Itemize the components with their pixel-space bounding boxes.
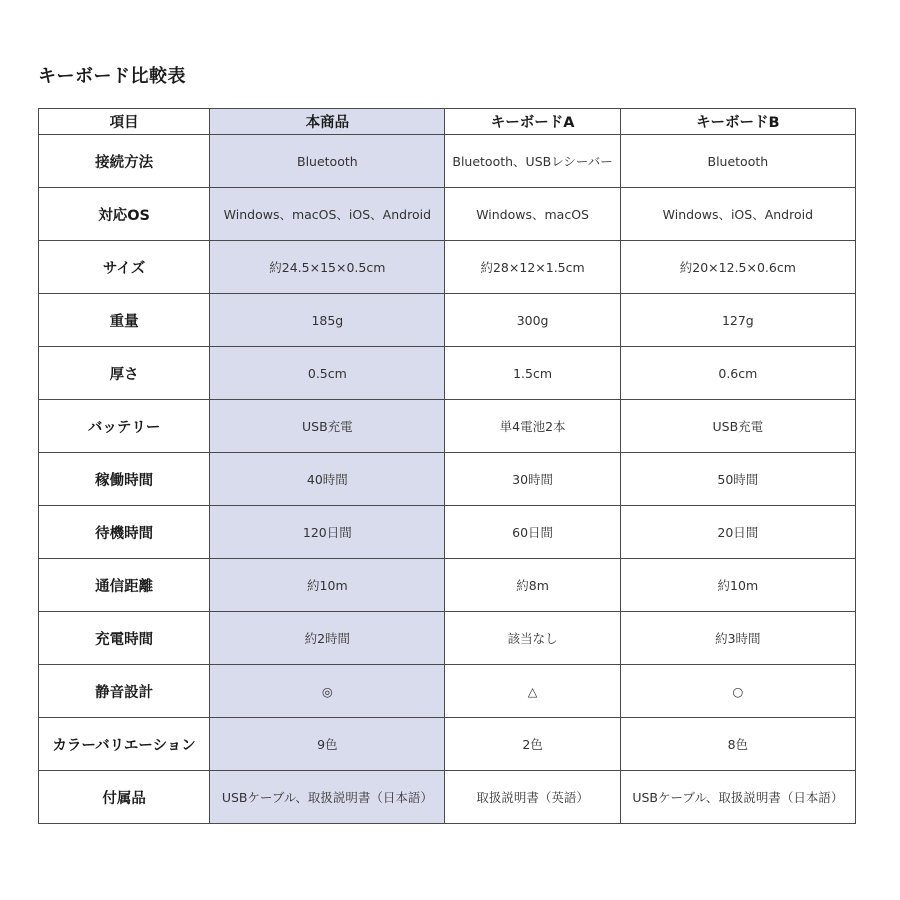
cell-keyboard-a: Bluetooth、USBレシーバー	[445, 135, 620, 188]
cell-this-product: USB充電	[210, 400, 445, 453]
cell-this-product: Windows、macOS、iOS、Android	[210, 188, 445, 241]
row-label: 待機時間	[39, 506, 210, 559]
table-row	[39, 294, 856, 347]
cell-keyboard-a: Windows、macOS	[445, 188, 620, 241]
cell-keyboard-b: 0.6cm	[620, 347, 855, 400]
cell-keyboard-a: 取扱説明書（英語）	[445, 771, 620, 824]
cell-keyboard-a: 該当なし	[445, 612, 620, 665]
row-label: 付属品	[39, 771, 210, 824]
table-header-row	[39, 109, 856, 135]
row-label: バッテリー	[39, 400, 210, 453]
cell-this-product: 40時間	[210, 453, 445, 506]
row-label: 充電時間	[39, 612, 210, 665]
row-label: 通信距離	[39, 559, 210, 612]
comparison-table	[38, 108, 856, 824]
cell-keyboard-a: 単4電池2本	[445, 400, 620, 453]
table-row	[39, 559, 856, 612]
cell-keyboard-b: 8色	[620, 718, 855, 771]
cell-keyboard-b: Windows、iOS、Android	[620, 188, 855, 241]
cell-this-product: 185g	[210, 294, 445, 347]
row-label: サイズ	[39, 241, 210, 294]
cell-keyboard-b: 127g	[620, 294, 855, 347]
table-row	[39, 506, 856, 559]
table-row	[39, 612, 856, 665]
table-row	[39, 347, 856, 400]
header-keyboard-a: キーボードA	[445, 109, 620, 135]
cell-keyboard-a: 約8m	[445, 559, 620, 612]
row-label: 重量	[39, 294, 210, 347]
table-row	[39, 718, 856, 771]
cell-this-product: 120日間	[210, 506, 445, 559]
cell-keyboard-a: 1.5cm	[445, 347, 620, 400]
row-label: 静音設計	[39, 665, 210, 718]
table-row	[39, 771, 856, 824]
page-title: キーボード比較表	[38, 66, 186, 87]
cell-this-product: USBケーブル、取扱説明書（日本語）	[210, 771, 445, 824]
row-label: 稼働時間	[39, 453, 210, 506]
cell-this-product: ◎	[210, 665, 445, 718]
table-row	[39, 188, 856, 241]
table-row	[39, 241, 856, 294]
cell-keyboard-b: USBケーブル、取扱説明書（日本語）	[620, 771, 855, 824]
row-label: 対応OS	[39, 188, 210, 241]
cell-keyboard-a: 300g	[445, 294, 620, 347]
cell-keyboard-b: 約10m	[620, 559, 855, 612]
cell-this-product: 約2時間	[210, 612, 445, 665]
cell-keyboard-b: 20日間	[620, 506, 855, 559]
cell-keyboard-b: 50時間	[620, 453, 855, 506]
table-row	[39, 135, 856, 188]
header-item: 項目	[39, 109, 210, 135]
table-row	[39, 665, 856, 718]
table-row	[39, 400, 856, 453]
cell-this-product: 9色	[210, 718, 445, 771]
cell-keyboard-b: Bluetooth	[620, 135, 855, 188]
cell-keyboard-b: 約20×12.5×0.6cm	[620, 241, 855, 294]
cell-this-product: 0.5cm	[210, 347, 445, 400]
row-label: 厚さ	[39, 347, 210, 400]
row-label: カラーバリエーション	[39, 718, 210, 771]
cell-keyboard-a: △	[445, 665, 620, 718]
cell-keyboard-a: 約28×12×1.5cm	[445, 241, 620, 294]
cell-keyboard-a: 30時間	[445, 453, 620, 506]
cell-keyboard-b: 約3時間	[620, 612, 855, 665]
row-label: 接続方法	[39, 135, 210, 188]
cell-this-product: 約24.5×15×0.5cm	[210, 241, 445, 294]
header-this-product: 本商品	[210, 109, 445, 135]
cell-keyboard-a: 2色	[445, 718, 620, 771]
cell-this-product: 約10m	[210, 559, 445, 612]
cell-this-product: Bluetooth	[210, 135, 445, 188]
cell-keyboard-a: 60日間	[445, 506, 620, 559]
header-keyboard-b: キーボードB	[620, 109, 855, 135]
table-row	[39, 453, 856, 506]
cell-keyboard-b: USB充電	[620, 400, 855, 453]
cell-keyboard-b: ○	[620, 665, 855, 718]
